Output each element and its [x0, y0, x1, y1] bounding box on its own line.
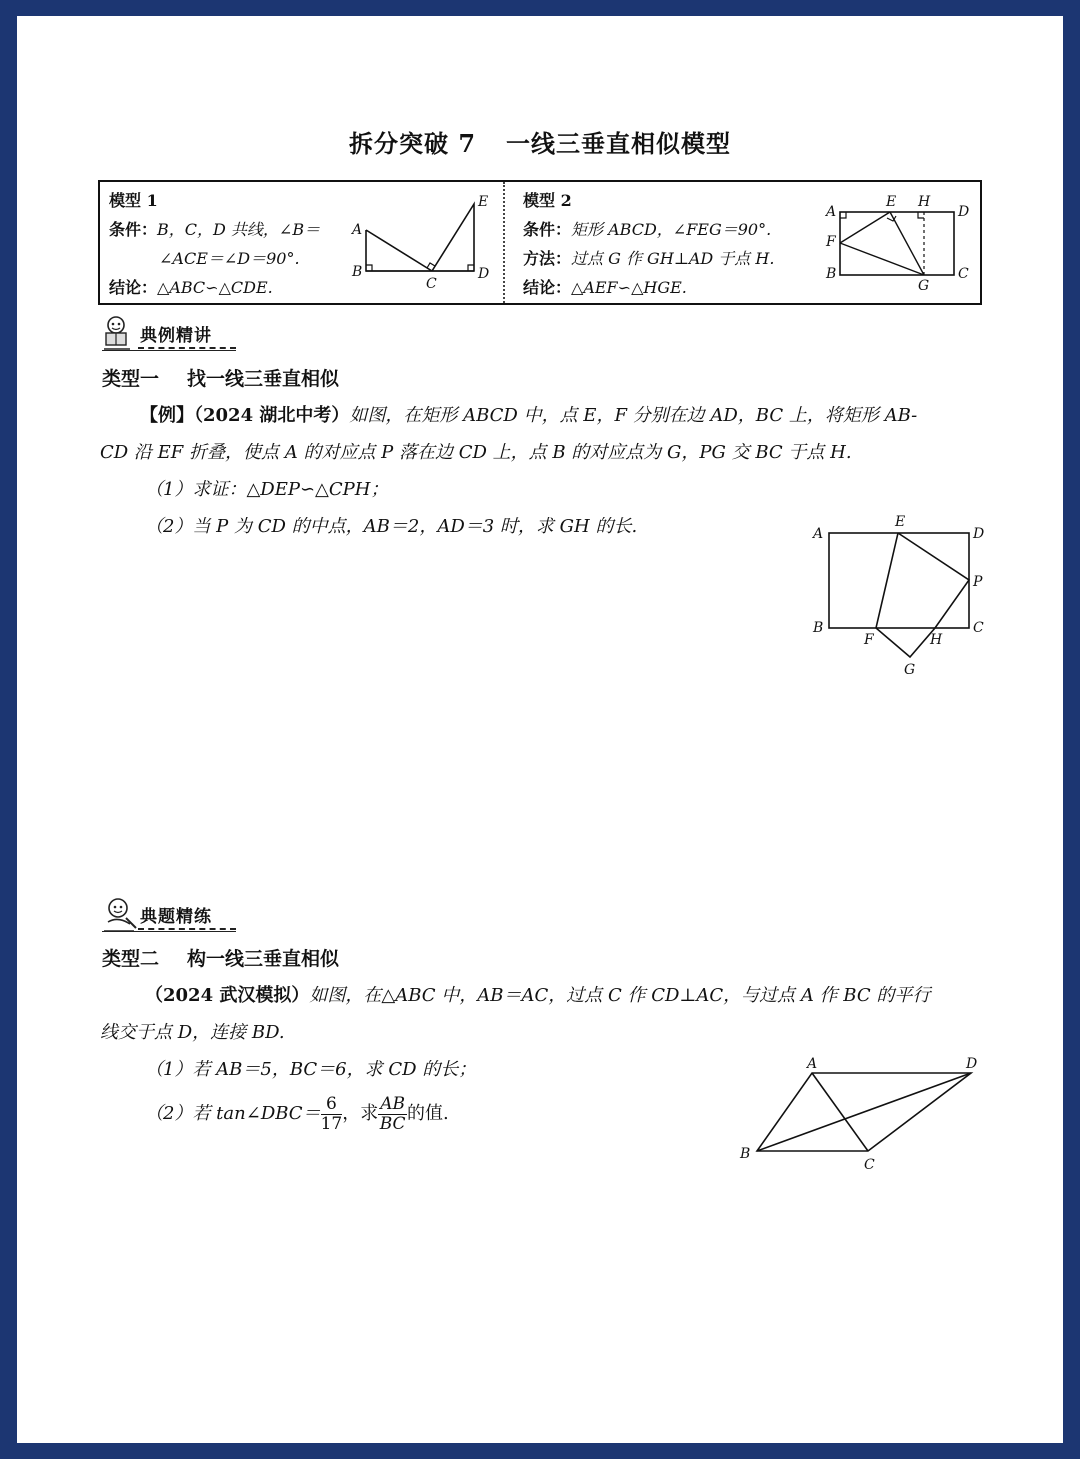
- ratio-numerator: AB: [380, 1094, 406, 1114]
- exercise-point-b: B: [740, 1146, 751, 1162]
- model2-concl: △AEF∽△HGE.: [571, 278, 687, 297]
- example-point-h: H: [930, 632, 943, 648]
- type2-label: 类型二: [102, 948, 160, 970]
- exercise-q2-suffix: 的值.: [407, 1103, 449, 1125]
- type1-title: 找一线三垂直相似: [187, 368, 340, 390]
- tan-fraction: [321, 1095, 343, 1133]
- title-main: 一线三垂直相似模型: [506, 129, 732, 158]
- model1-heading: 模型 1: [109, 191, 158, 210]
- example-point-f: F: [864, 632, 874, 648]
- exercise-text-1: 如图，在△ABC 中，AB＝AC，过点 C 作 CD⊥AC，与过点 A 作 BC 的平行: [309, 985, 931, 1006]
- ratio-fraction: [378, 1095, 407, 1133]
- type2-heading: [102, 944, 339, 971]
- model2-point-f: F: [826, 234, 836, 250]
- model2-method: 过点 G 作 GH⊥AD 于点 H.: [571, 249, 775, 268]
- model1-cond-line1: B，C，D 共线，∠B＝: [157, 220, 321, 239]
- example-point-d: D: [973, 526, 985, 542]
- model1-point-a: A: [352, 222, 363, 238]
- ratio-denominator: BC: [379, 1113, 406, 1134]
- banner-dashed-rule: [138, 928, 236, 930]
- example-source: （2024 湖北中考）: [194, 405, 350, 426]
- exercise-q2-mid: ，求: [342, 1103, 379, 1125]
- banner-underline: [102, 350, 236, 351]
- mascot-reading-icon: [100, 313, 140, 353]
- section-banner-practice: [100, 894, 240, 934]
- exercise-point-a: A: [807, 1056, 818, 1072]
- section-label-examples: 典例精讲: [140, 326, 212, 346]
- model2-point-a: A: [826, 204, 837, 220]
- type1-label: 类型一: [102, 368, 160, 390]
- model2-point-e: E: [886, 194, 897, 210]
- exercise-point-c: C: [864, 1157, 875, 1173]
- example-point-p: P: [973, 574, 983, 590]
- tan-numerator: 6: [321, 1095, 343, 1115]
- mascot-pencil-icon: [100, 894, 140, 934]
- example-line2: CD 沿 EF 折叠，使点 A 的对应点 P 落在边 CD 上，点 B 的对应点为 G，PG 交 BC 于点 H.: [100, 442, 852, 463]
- title-prefix: 拆分突破 7: [348, 129, 477, 158]
- banner-underline: [102, 931, 236, 932]
- model2-point-g: G: [918, 278, 930, 294]
- exercise-point-d: D: [966, 1056, 978, 1072]
- model2-method-label: 方法：: [523, 249, 572, 268]
- model2-point-h: H: [918, 194, 931, 210]
- type1-heading: [102, 364, 339, 391]
- type2-title: 构一线三垂直相似: [187, 948, 340, 970]
- model1-point-c: C: [426, 276, 437, 292]
- banner-dashed-rule: [138, 347, 236, 349]
- example-question-1: （1）求证：△DEP∽△CPH；: [145, 479, 389, 500]
- model2-point-d: D: [958, 204, 970, 220]
- exercise-question-2: [145, 1095, 449, 1133]
- model2-cond: 矩形 ABCD，∠FEG＝90°.: [571, 220, 772, 239]
- model1-point-e: E: [478, 194, 489, 210]
- exercise-q2-prefix: （2）若 tan∠DBC＝: [145, 1103, 321, 1125]
- model2-text: [523, 186, 774, 302]
- model2-cond-label: 条件：: [523, 220, 572, 239]
- model1-text: [109, 186, 320, 302]
- model2-point-c: C: [958, 266, 969, 282]
- exercise-line2: 线交于点 D，连接 BD.: [100, 1022, 285, 1043]
- model2-concl-label: 结论：: [523, 278, 572, 297]
- model1-point-d: D: [478, 266, 490, 282]
- tan-denominator: 17: [320, 1113, 343, 1134]
- example-line1: [140, 397, 917, 434]
- example-figure: [808, 508, 998, 680]
- section-label-practice: 典题精练: [140, 907, 212, 927]
- example-point-g: G: [904, 662, 916, 678]
- model1-figure: [350, 188, 498, 296]
- example-point-c: C: [973, 620, 984, 636]
- model2-heading: 模型 2: [523, 191, 572, 210]
- model1-cond-label: 条件：: [109, 220, 158, 239]
- exercise-source: （2024 武汉模拟）: [145, 985, 310, 1006]
- example-point-b: B: [813, 620, 824, 636]
- example-question-2: （2）当 P 为 CD 的中点，AB＝2，AD＝3 时，求 GH 的长.: [145, 516, 638, 537]
- model-divider: [503, 182, 505, 303]
- model-box: [98, 180, 982, 305]
- model1-concl-label: 结论：: [109, 278, 158, 297]
- exercise-figure: [735, 1052, 990, 1177]
- example-text-1: 如图，在矩形 ABCD 中，点 E，F 分别在边 AD，BC 上，将矩形 AB-: [349, 405, 918, 426]
- exercise-line1: [145, 977, 930, 1014]
- model2-point-b: B: [826, 266, 837, 282]
- model1-concl: △ABC∽△CDE.: [157, 278, 273, 297]
- example-tag: 【例】: [140, 405, 194, 426]
- example-point-a: A: [813, 526, 824, 542]
- model1-point-b: B: [352, 264, 363, 280]
- example-point-e: E: [895, 514, 906, 530]
- section-banner-examples: [100, 313, 240, 353]
- exercise-question-1: （1）若 AB＝5，BC＝6，求 CD 的长；: [145, 1059, 477, 1080]
- model1-cond-line2: ∠ACE＝∠D＝90°.: [159, 249, 300, 268]
- page-title: [0, 124, 1080, 159]
- model2-figure: [818, 188, 978, 296]
